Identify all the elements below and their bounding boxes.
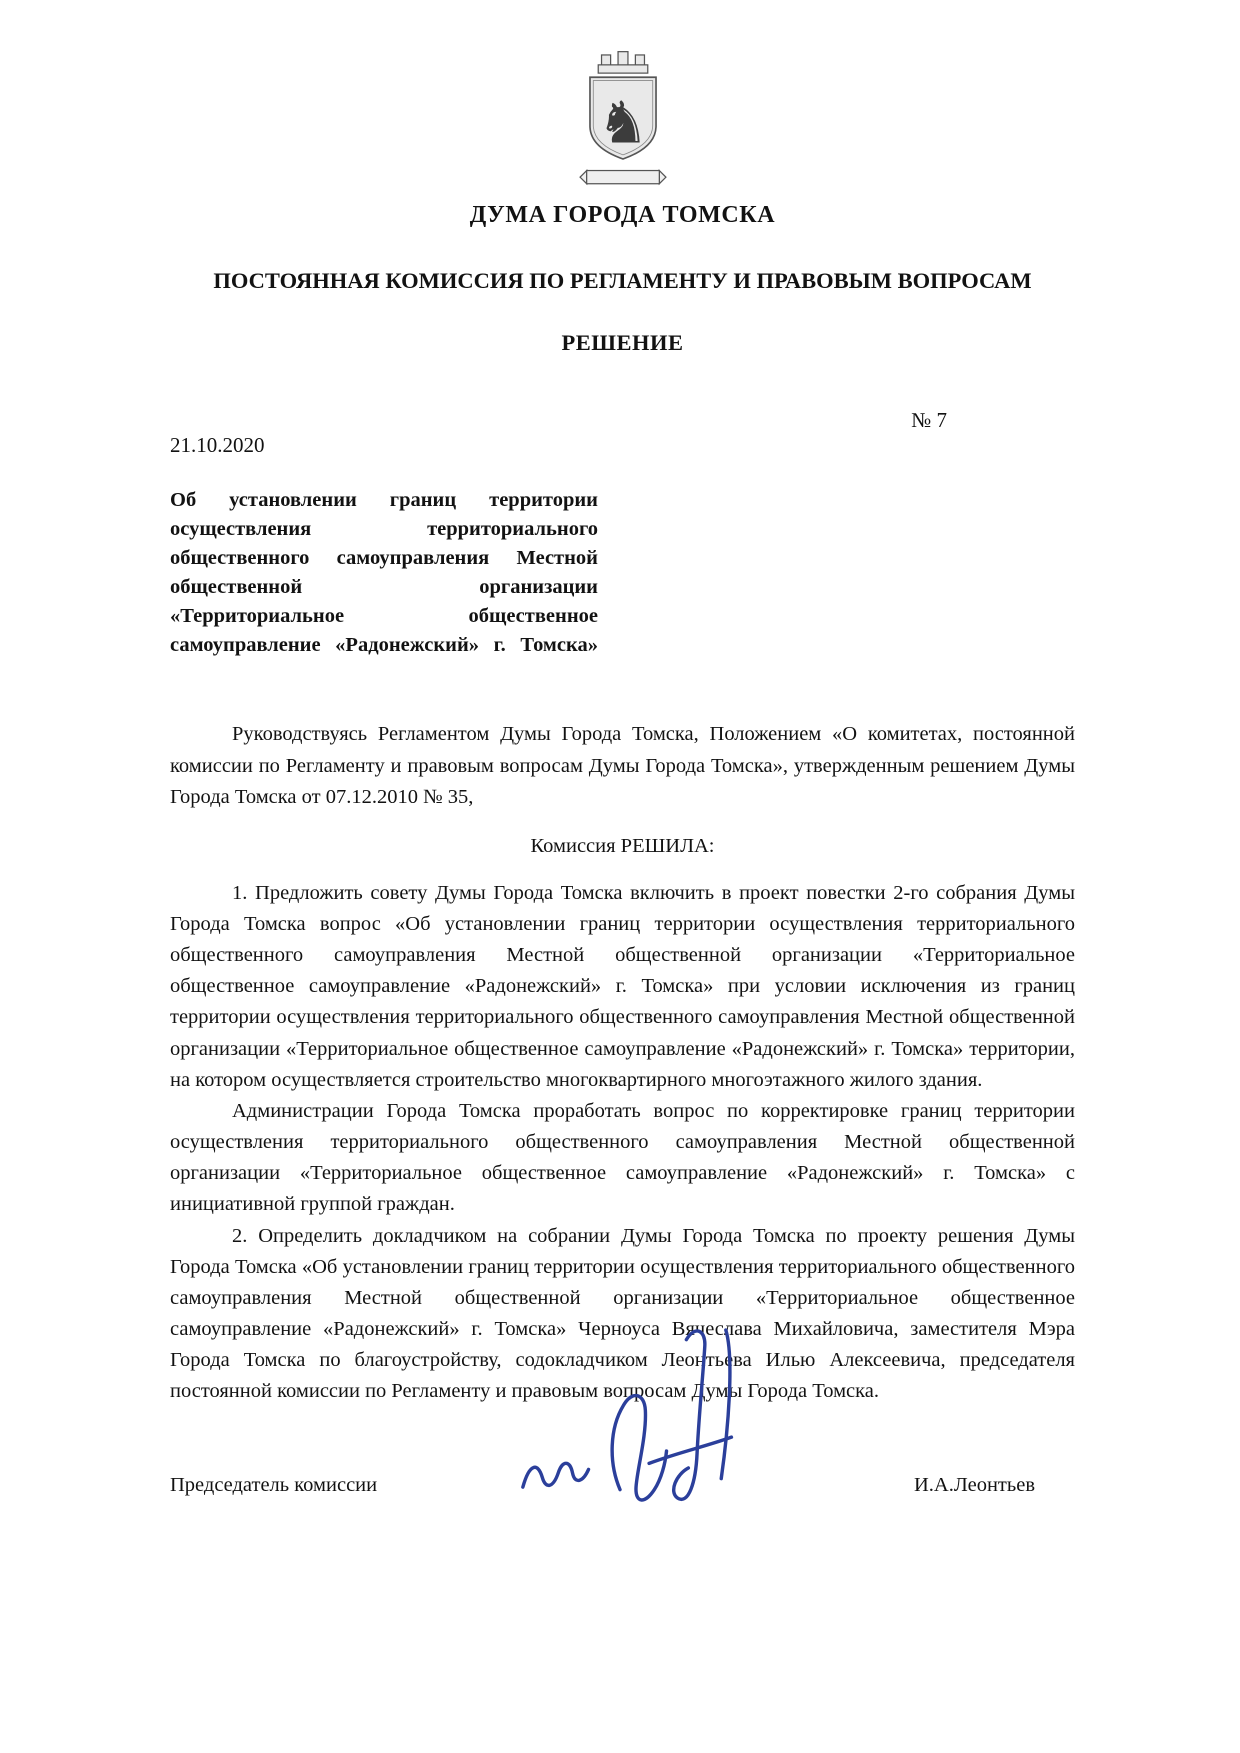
document-date: 21.10.2020	[170, 432, 265, 457]
signature-row	[170, 1474, 1075, 1497]
shield-shape	[589, 77, 655, 159]
organization-title: ДУМА ГОРОДА ТОМСКА	[469, 202, 776, 228]
document-type-heading: РЕШЕНИЕ	[561, 329, 684, 355]
document-content	[170, 0, 1075, 1497]
coat-of-arms-icon	[565, 50, 681, 192]
subject-paragraph: Об установлении границ территории осуществления территориального общественного самоуправления Местной общественной организации «Территориальное общественное самоуправление «Радонежский» г. Томска»	[170, 488, 598, 657]
commission-title: ПОСТОЯННАЯ КОМИССИЯ ПО РЕГЛАМЕНТУ И ПРАВОВЫМ ВОПРОСАМ	[213, 268, 1032, 293]
body-paragraph: 1. Предложить совету Думы Города Томска включить в проект повестки 2-го собрания Думы Города Томска вопрос «Об установлении границ территории осуществления территориального общественного самоуправления Местной общественной организации «Территориальное общественное самоуправление «Радонежский» г. Томска» при условии исключения из границ территории осуществления территориального общественного самоуправления Местной общественной организации «Территориальное общественное самоуправление «Радонежский» г. Томска» территории, на котором осуществляется строительство многоквартирного многоэтажного жилого здания.	[170, 881, 1075, 1091]
tomsk-coat-of-arms	[170, 0, 1075, 192]
ribbon-banner-icon	[580, 171, 666, 184]
document-number: № 7	[911, 407, 947, 432]
preamble-paragraph: Руководствуясь Регламентом Думы Города Томска, Положением «О комитетах, постоянной комиссии по Регламенту и правовым вопросам Думы Города Томска», утвержденным решением Думы Города Томска от 07.12.2010 № 35,	[170, 723, 1075, 808]
signer-title: Председатель комиссии	[170, 1473, 378, 1496]
body-paragraph: Администрации Города Томска проработать вопрос по корректировке границ территории осуществления территориального общественного самоуправления Местной общественной организации «Территориальное общественное самоуправление «Радонежский» г. Томска» с инициативной группой граждан.	[170, 1099, 1075, 1216]
horse-icon: ♞	[596, 88, 649, 157]
body-paragraph: 2. Определить докладчиком на собрании Думы Города Томска по проекту решения Думы Города Томска «Об установлении границ территории осуществления территориального общественного самоуправления Местной общественной организации «Территориальное общественное самоуправление «Радонежский» г. Томска» Черноуса Вячеслава Михайловича, заместителя Мэра Города Томска по благоустройству, содокладчиком Леонтьева Илью Алексеевича, председателя постоянной комиссии по Регламенту и правовым вопросам Думы Города Томска.	[170, 1224, 1075, 1403]
signer-name: И.А.Леонтьев	[913, 1473, 1035, 1496]
resolution-heading: Комиссия РЕШИЛА:	[530, 834, 715, 857]
crown-icon	[598, 52, 648, 73]
